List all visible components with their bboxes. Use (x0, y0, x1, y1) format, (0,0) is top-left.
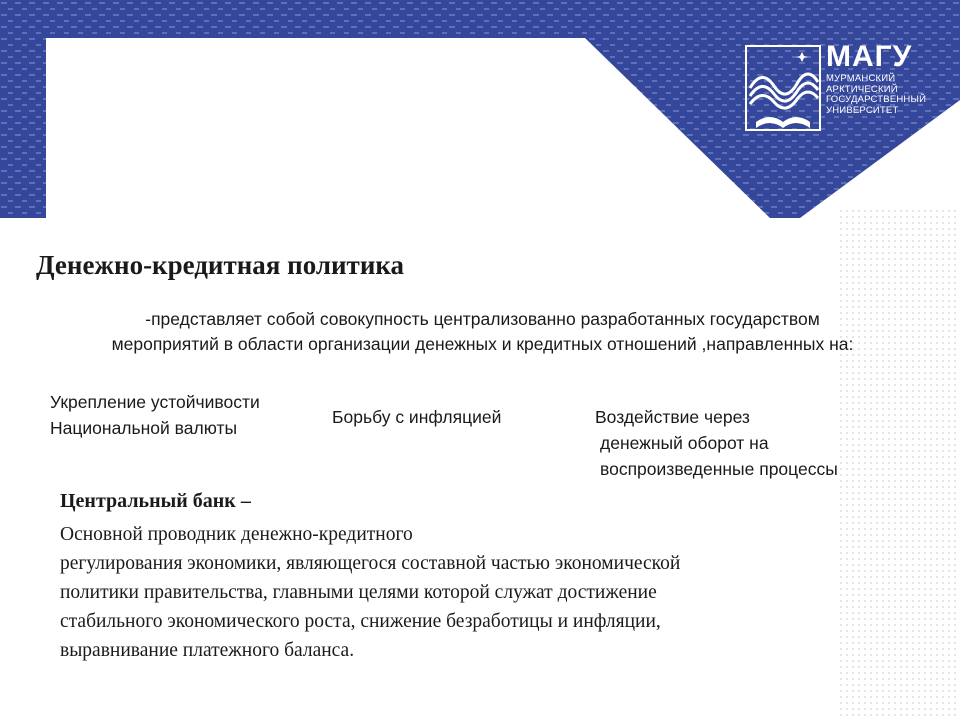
goal-line: Национальной валюты (50, 418, 238, 438)
goal-item (332, 404, 501, 430)
central-bank-line: регулирования экономики, являющегося составной частью экономической (60, 553, 681, 574)
goal-item (50, 389, 260, 441)
goal-line: Воздействие через (595, 407, 750, 427)
logo-subtitle-line: МУРМАНСКИЙ (826, 73, 896, 84)
logo-subtitle-line: ГОСУДАРСТВЕННЫЙ (826, 94, 927, 105)
logo-subtitle-line: АРКТИЧЕСКИЙ (826, 83, 898, 95)
logo-name: МАГУ (826, 40, 913, 73)
goal-line: воспроизведенные процессы (600, 459, 838, 479)
central-bank-line: стабильного экономического роста, снижение безработицы и инфляции, (60, 611, 661, 632)
dotted-pattern-band (836, 210, 960, 720)
goal-item (595, 404, 838, 482)
central-bank-line: политики правительства, главными целями которой служат достижение (60, 582, 657, 603)
logo-subtitle (826, 74, 926, 116)
logo-subtitle-line: УНИВЕРСИТЕТ (826, 104, 899, 116)
central-bank-heading: Центральный банк – (60, 490, 251, 512)
goal-line: Борьбу с инфляцией (332, 407, 502, 427)
goal-line: Укрепление устойчивости (50, 392, 260, 412)
goal-line: денежный оборот на (600, 433, 769, 453)
central-bank-text (60, 520, 680, 665)
slide-title: Денежно-кредитная политика (36, 250, 405, 280)
central-bank-line: Основной проводник денежно-кредитного (60, 524, 413, 545)
central-bank-line: выравнивание платежного баланса. (60, 640, 355, 661)
intro-line: -представляет собой совокупность централизованно разработанных государством (145, 309, 820, 329)
intro-line: мероприятий в области организации денежных и кредитных отношений ,направленных на: (111, 334, 854, 354)
logo-text (826, 40, 926, 116)
intro-text (30, 307, 935, 357)
